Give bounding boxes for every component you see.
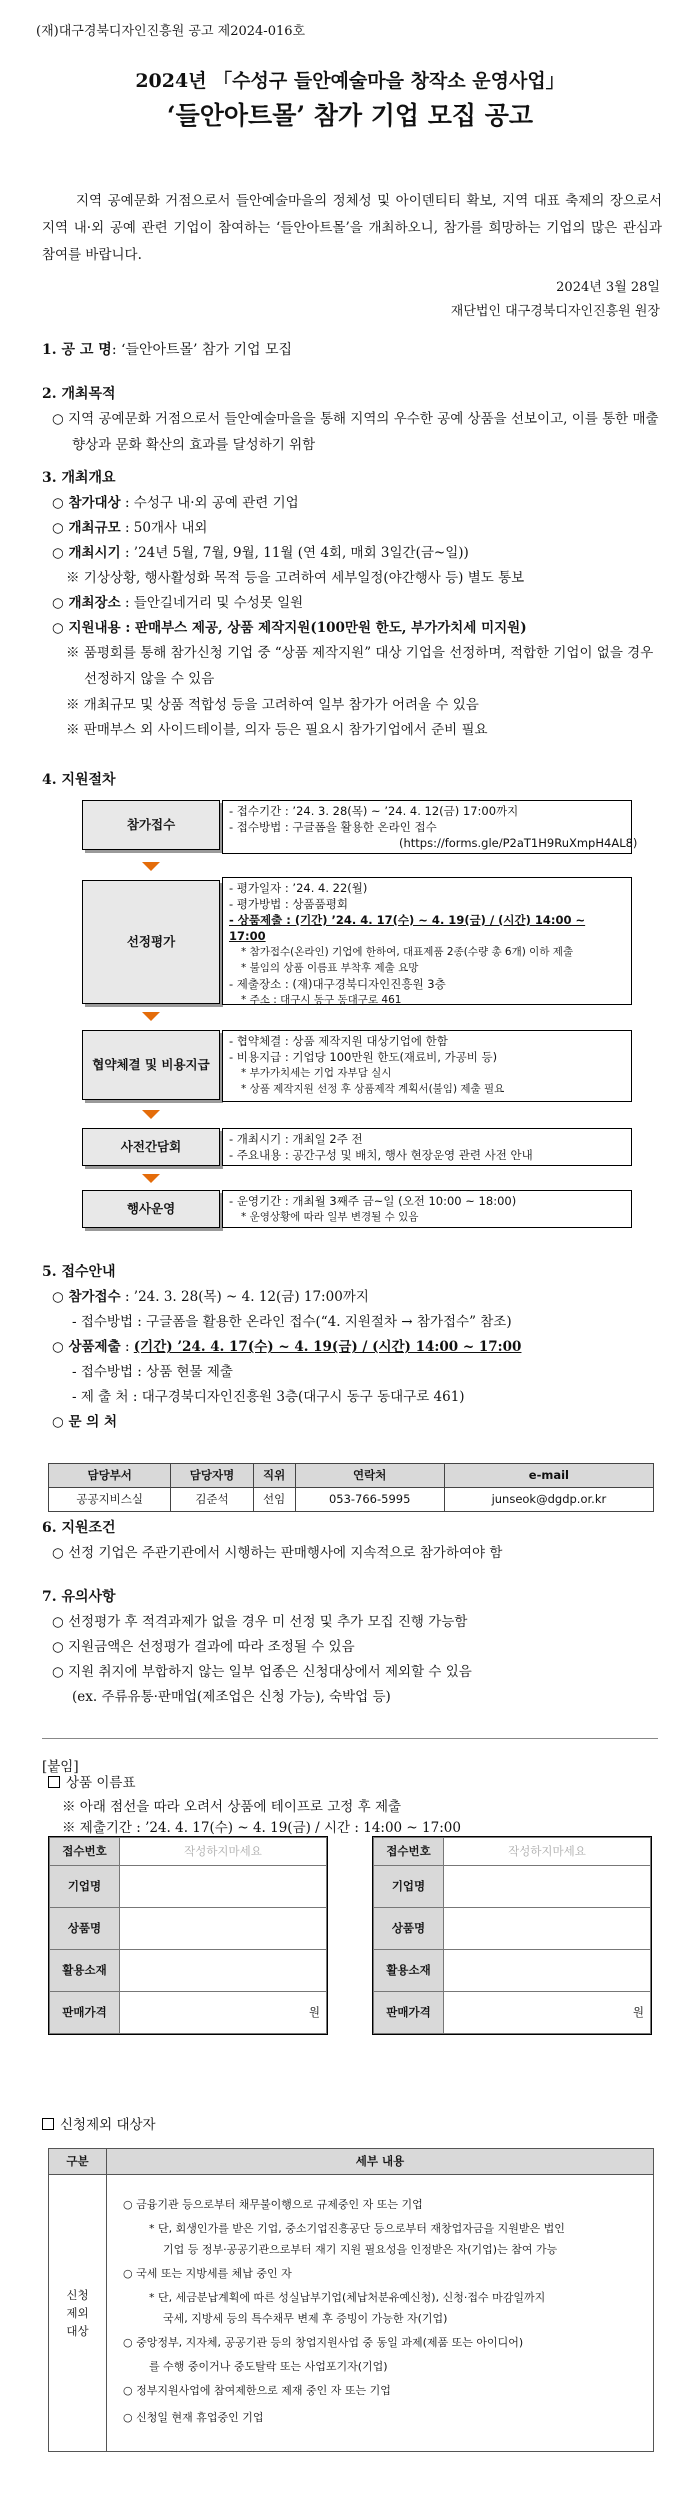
step-operation-desc	[222, 1190, 632, 1228]
step-agreement-desc	[222, 1030, 632, 1102]
support-label: ○ 지원내용	[52, 620, 121, 636]
period-label: ○ 개최시기	[52, 545, 121, 561]
tag-title-row	[48, 1770, 136, 1796]
support-value: : 판매부스 제공, 상품 제작지원(100만원 한도, 부가가치세 미지원)	[120, 620, 527, 636]
exclusion-content	[107, 2175, 654, 2452]
exclusion-table	[48, 2148, 654, 2452]
receipt-period-row	[52, 1284, 369, 1310]
page-title	[0, 64, 700, 134]
step-evaluation-line: * 불임의 상품 이름표 부착후 제출 요망	[241, 962, 419, 974]
step-meeting-desc	[222, 1128, 632, 1166]
tag-label: 접수번호	[50, 1838, 120, 1866]
exclusion-header: 구분	[49, 2149, 107, 2175]
tag-label: 기업명	[50, 1866, 120, 1908]
contact-label: ○ 문 의 처	[52, 1414, 118, 1430]
section-3-title: 3. 개최개요	[42, 470, 116, 486]
checkbox-icon	[48, 1776, 60, 1788]
contact-email[interactable]: junseok@dgdp.or.kr	[444, 1488, 653, 1512]
contact-row	[49, 1488, 654, 1512]
exclusion-header: 세부 내용	[107, 2149, 654, 2175]
exclusion-item: ○ 금융기관 등으로부터 채무불이행으로 규제중인 자 또는 기업	[123, 2198, 423, 2211]
period-row	[52, 540, 469, 566]
step-meeting-line: - 개최시기 : 개최일 2주 전	[229, 1132, 363, 1146]
exclusion-item: ○ 국세 또는 지방세를 체납 중인 자	[123, 2267, 292, 2280]
step-operation-line: - 운영기간 : 개최월 3째주 금~일 (오전 10:00 ~ 18:00)	[229, 1194, 517, 1208]
contact-header: 담당부서	[49, 1464, 171, 1488]
contact-phone: 053-766-5995	[295, 1488, 444, 1512]
tag-placeholder: 작성하지마세요	[444, 1838, 651, 1866]
step-evaluation-line: - 제출장소 : (재)대구경북디자인진흥원 3층	[229, 977, 446, 991]
step-meeting: 사전간담회	[82, 1128, 220, 1166]
place-value: : 들안길네거리 및 수성못 일원	[120, 595, 304, 611]
target-row	[52, 490, 299, 516]
exclusion-item: 기업 등 정부·공공기관으로부터 재기 지원 필요성을 인정받은 자(기업)는 참여 가능	[163, 2243, 558, 2256]
step-agreement-line: - 협약체결 : 상품 제작지원 대상기업에 한함	[229, 1034, 448, 1048]
tag-title: 상품 이름표	[66, 1775, 136, 1791]
tag-company-field[interactable]	[120, 1866, 327, 1908]
step-meeting-line: - 주요내용 : 공간구성 및 배치, 행사 현장운영 관련 사전 안내	[229, 1148, 533, 1162]
step-application-line: - 접수방법 : 구글폼을 활용한 온라인 접수	[229, 820, 437, 834]
section-4-title: 4. 지원절차	[42, 772, 116, 788]
period-value: : ’24년 5월, 7월, 9월, 11월 (연 4회, 매회 3일간(금~일))	[120, 545, 469, 561]
contact-header-row	[49, 1464, 654, 1488]
contact-header: 직위	[253, 1464, 295, 1488]
contact-position: 선임	[253, 1488, 295, 1512]
product-submit-row	[52, 1334, 521, 1360]
tag-placeholder: 작성하지마세요	[120, 1838, 327, 1866]
contact-name: 김준석	[171, 1488, 253, 1512]
product-tag-card-left	[48, 1836, 328, 2035]
exclusion-item: * 단, 세금분납계획에 따른 성실납부기업(체납처분유예신청), 신청·접수 마감일까지	[149, 2291, 546, 2304]
target-value: : 수성구 내·외 공예 관련 기업	[120, 495, 299, 511]
issuer: 재단법인 대구경북디자인진흥원 원장	[450, 304, 660, 319]
flow-arrow-icon	[142, 1012, 160, 1021]
title-line-2: ‘들안아트몰’ 참가 기업 모집 공고	[166, 101, 534, 130]
tag-label: 판매가격	[374, 1992, 444, 2034]
issue-date: 2024년 3월 28일	[556, 280, 660, 295]
tag-material-field[interactable]	[444, 1950, 651, 1992]
caution-item: (ex. 주류유통·판매업(제조업은 신청 가능), 숙박업 등)	[72, 1689, 391, 1705]
support-note-2: ※ 개최규모 및 상품 적합성 등을 고려하여 일부 참가가 어려울 수 있음	[66, 697, 479, 713]
title-line-1: 2024년 「수성구 들안예술마을 창작소 운영사업」	[135, 70, 565, 92]
caution-item: ○ 지원 취지에 부합하지 않는 일부 업종은 신청대상에서 제외할 수 있음	[52, 1664, 472, 1680]
product-submit-label: ○ 상품제출	[52, 1339, 121, 1355]
application-form-link[interactable]: (https://forms.gle/P2aT1H9RuXmpH4AL8)	[399, 836, 638, 850]
section-6-title: 6. 지원조건	[42, 1520, 116, 1536]
flow-arrow-icon	[142, 1110, 160, 1119]
tag-label: 상품명	[374, 1908, 444, 1950]
tag-label: 활용소재	[374, 1950, 444, 1992]
target-label: ○ 참가대상	[52, 495, 121, 511]
exclusion-category	[49, 2175, 107, 2452]
step-application-line: - 접수기간 : ’24. 3. 28(목) ~ ’24. 4. 12(금) 17:00까지	[229, 804, 519, 818]
step-evaluation-desc	[222, 877, 632, 1005]
place-label: ○ 개최장소	[52, 595, 121, 611]
tag-product-field[interactable]	[120, 1908, 327, 1950]
step-agreement-line: * 상품 제작지원 선정 후 상품제작 계획서(불임) 제출 필요	[241, 1083, 505, 1095]
step-evaluation-line: - 평가일자 : ’24. 4. 22(월)	[229, 881, 368, 895]
exclusion-item: ○ 중앙정부, 지자체, 공공기관 등의 창업지원사업 중 동일 과제(제품 또는 아이디어)	[123, 2336, 524, 2349]
receipt-period-value: : ’24. 3. 28(목) ~ 4. 12(금) 17:00까지	[120, 1289, 369, 1305]
support-note-1: ※ 품평회를 통해 참가신청 기업 중 “상품 제작지원” 대상 기업을 선정하며, 적합한 기업이 없을 경우 선정하지 않을 수 있음	[66, 645, 654, 687]
product-submit-value: (기간) ’24. 4. 17(수) ~ 4. 19(금) / (시간) 14:00 ~ 17:00	[133, 1339, 522, 1355]
tag-company-field[interactable]	[444, 1866, 651, 1908]
section-2-body: ○ 지역 공예문화 거점으로서 들안예술마을을 통해 지역의 우수한 공예 상품을 선보이고, 이를 통한 매출향상과 문화 확산의 효과를 달성하기 위함	[52, 411, 659, 453]
section-1	[42, 340, 292, 361]
contact-header: e-mail	[444, 1464, 653, 1488]
step-evaluation-line: - 평가방법 : 상품품평회	[229, 897, 348, 911]
tag-product-field[interactable]	[444, 1908, 651, 1950]
exclusion-item: * 단, 회생인가를 받은 기업, 중소기업진흥공단 등으로부터 재창업자금을 지원받은 법인	[149, 2222, 565, 2235]
caution-item: ○ 선정평가 후 적격과제가 없을 경우 미 선정 및 추가 모집 진행 가능함	[52, 1614, 468, 1630]
section-7-title: 7. 유의사항	[42, 1589, 116, 1605]
flow-arrow-icon	[142, 1174, 160, 1183]
product-submit-place: - 제 출 처 : 대구경북디자인진흥원 3층(대구시 동구 동대구로 461)	[72, 1389, 465, 1405]
exclusion-item: ○ 정부지원사업에 참여제한으로 제재 중인 자 또는 기업	[123, 2384, 391, 2397]
checkbox-icon	[42, 2118, 54, 2130]
exclusion-header-row	[49, 2149, 654, 2175]
section-5-title: 5. 접수안내	[42, 1264, 116, 1280]
scale-label: ○ 개최규모	[52, 520, 121, 536]
support-note-3: ※ 판매부스 외 사이드테이블, 의자 등은 필요시 참가기업에서 준비 필요	[66, 722, 488, 738]
step-operation: 행사운영	[82, 1190, 220, 1228]
contact-table	[48, 1463, 654, 1512]
receipt-method: - 접수방법 : 구글폼을 활용한 온라인 접수(“4. 지원절차 → 참가접수” 참조)	[72, 1314, 512, 1330]
flow-arrow-icon	[142, 862, 160, 871]
exclusion-category-text: 신청 제외 대상	[66, 2288, 89, 2338]
tag-note-2: ※ 제출기간 : ’24. 4. 17(수) ~ 4. 19(금) / 시간 : 14:00 ~ 17:00	[62, 1820, 461, 1836]
contact-department: 공공지비스실	[49, 1488, 171, 1512]
divider	[42, 1738, 658, 1739]
tag-label: 기업명	[374, 1866, 444, 1908]
tag-note-1: ※ 아래 점선을 따라 오려서 상품에 테이프로 고정 후 제출	[62, 1799, 402, 1815]
scale-value: : 50개사 내외	[120, 520, 208, 536]
step-application-desc	[222, 800, 638, 854]
period-note: ※ 기상상황, 행사활성화 목적 등을 고려하여 세부일정(야간행사 등) 별도 통보	[66, 570, 525, 586]
exclusion-title: 신청제외 대상자	[60, 2117, 156, 2133]
step-operation-line: * 운영상황에 따라 일부 변경될 수 있음	[241, 1211, 419, 1223]
step-evaluation: 선정평가	[82, 880, 220, 1004]
intro-paragraph: 지역 공예문화 거점으로서 들안예술마을의 정체성 및 아이덴티티 확보, 지역 대표 축제의 장으로서 지역 내·외 공예 관련 기업이 참여하는 ‘들안아트몰’을 개최하오니, 참가를 희망하는 기업의 많은 관심과 참여를 바랍니다.	[42, 193, 662, 263]
exclusion-title-row	[42, 2112, 156, 2138]
exclusion-item: 를 수행 중이거나 중도탈락 또는 사업포기자(기업)	[149, 2360, 388, 2373]
tag-label: 활용소재	[50, 1950, 120, 1992]
step-agreement-line: * 부가가치세는 기업 자부담 실시	[241, 1067, 392, 1079]
exclusion-item: ○ 신청일 현재 휴업중인 기업	[123, 2411, 264, 2424]
step-evaluation-line: * 주소 : 대구시 동구 동대구로 461	[241, 994, 402, 1006]
exclusion-row	[49, 2175, 654, 2452]
support-row	[52, 615, 527, 641]
product-tag-card-right	[372, 1836, 652, 2035]
step-application: 참가접수	[82, 800, 220, 850]
step-agreement-line: - 비용지급 : 기업당 100만원 한도(재료비, 가공비 등)	[229, 1050, 498, 1064]
section-1-value: : ‘들안아트몰’ 참가 기업 모집	[111, 342, 292, 358]
place-row	[52, 590, 303, 616]
section-1-title: 1. 공 고 명	[42, 342, 112, 358]
tag-material-field[interactable]	[120, 1950, 327, 1992]
notice-number: (재)대구경북디자인진흥원 공고 제2024-016호	[36, 24, 306, 39]
step-evaluation-line: * 참가접수(온라인) 기업에 한하여, 대표제품 2종(수량 총 6개) 이하 제출	[241, 946, 574, 958]
contact-header: 담당자명	[171, 1464, 253, 1488]
tag-label: 상품명	[50, 1908, 120, 1950]
contact-header: 연락처	[295, 1464, 444, 1488]
tag-label: 판매가격	[50, 1992, 120, 2034]
section-2-title: 2. 개최목적	[42, 386, 116, 402]
tag-price-field[interactable]: 원	[444, 1992, 651, 2034]
tag-price-field[interactable]: 원	[120, 1992, 327, 2034]
step-evaluation-line: - 상품제출 : (기간) ’24. 4. 17(수) ~ 4. 19(금) / (시간) 14:00 ~ 17:00	[229, 913, 586, 943]
issue-block	[451, 276, 660, 324]
receipt-period-label: ○ 참가접수	[52, 1289, 121, 1305]
product-submit-method: - 접수방법 : 상품 현물 제출	[72, 1364, 233, 1380]
scale-row	[52, 515, 207, 541]
product-submit-colon: :	[120, 1339, 134, 1355]
tag-label: 접수번호	[374, 1838, 444, 1866]
exclusion-item: 국세, 지방세 등의 특수채무 변제 후 증빙이 가능한 자(기업)	[163, 2312, 448, 2325]
step-agreement: 협약체결 및 비용지급	[82, 1030, 220, 1100]
section-6-body: ○ 선정 기업은 주관기관에서 시행하는 판매행사에 지속적으로 참가하여야 함	[52, 1545, 503, 1561]
attachment-label: [붙임]	[42, 1759, 79, 1775]
caution-item: ○ 지원금액은 선정평가 결과에 따라 조정될 수 있음	[52, 1639, 355, 1655]
